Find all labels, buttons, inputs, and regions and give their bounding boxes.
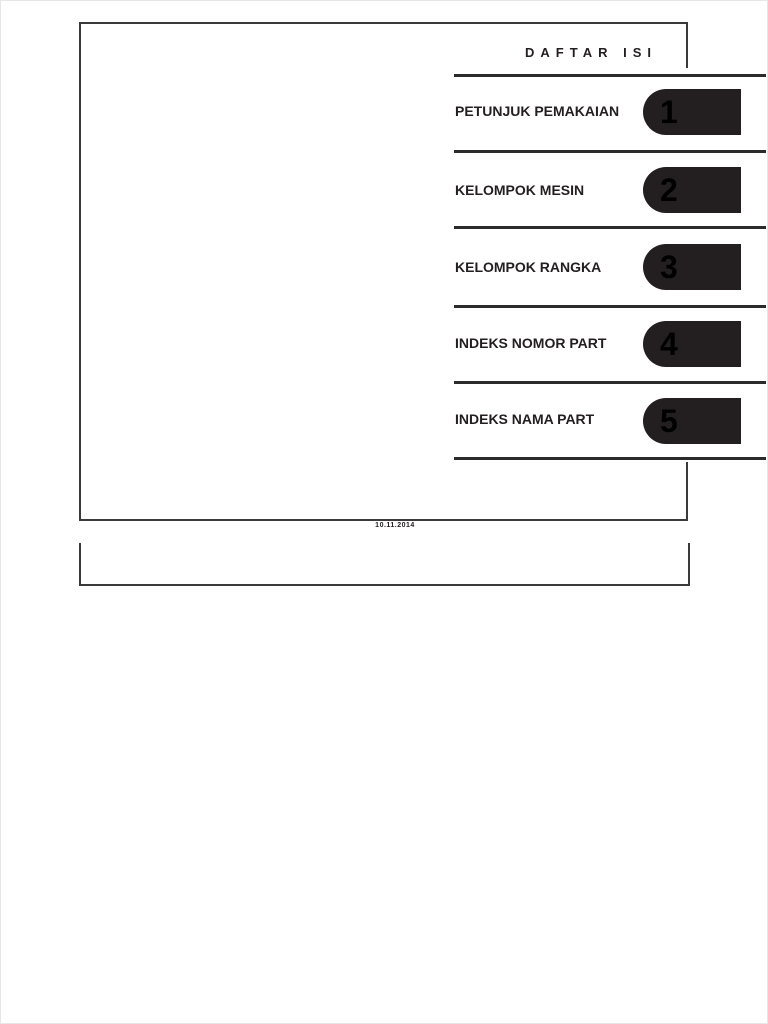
toc-item-petunjuk-pemakaian[interactable]: PETUNJUK PEMAKAIAN: [455, 103, 620, 119]
frame-right-edge-bottom: [686, 462, 688, 519]
toc-separator: [454, 226, 766, 229]
toc-separator: [454, 457, 766, 460]
toc-title: DAFTAR ISI: [525, 45, 657, 60]
revision-date: 10.11.2014: [375, 522, 415, 529]
section-tab-2[interactable]: [643, 167, 741, 213]
frame-right-edge-top: [686, 22, 688, 68]
section-number: 5: [660, 403, 678, 439]
section-tab-4[interactable]: [643, 321, 741, 367]
toc-item-kelompok-mesin[interactable]: KELOMPOK MESIN: [455, 182, 585, 198]
section-number: 1: [660, 94, 678, 130]
toc-item-indeks-nama-part[interactable]: INDEKS NAMA PART: [455, 411, 595, 427]
section-number: 4: [660, 326, 678, 362]
section-number: 3: [660, 249, 678, 285]
section-tab-3[interactable]: [643, 244, 741, 290]
section-tab-1[interactable]: [643, 89, 741, 135]
toc-separator: [454, 381, 766, 384]
bottom-frame: [79, 543, 690, 586]
toc-item-kelompok-rangka[interactable]: KELOMPOK RANGKA: [455, 259, 602, 275]
toc-separator: [454, 74, 766, 77]
toc-item-indeks-nomor-part[interactable]: INDEKS NOMOR PART: [455, 335, 607, 351]
toc-separator: [454, 305, 766, 308]
toc-separator: [454, 150, 766, 153]
section-tab-5[interactable]: [643, 398, 741, 444]
section-number: 2: [660, 172, 678, 208]
